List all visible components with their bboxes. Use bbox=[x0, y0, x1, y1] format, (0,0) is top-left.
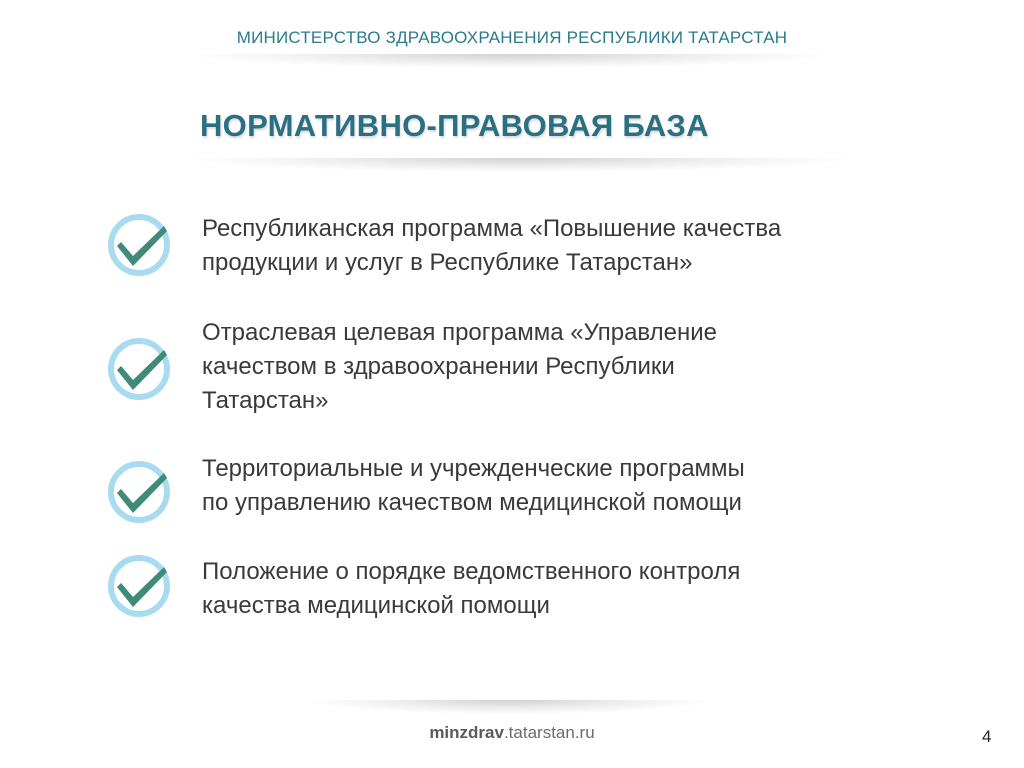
list-item: Отраслевая целевая программа «Управление качеством в здравоохранении Республики Татарстан» bbox=[202, 319, 717, 414]
header-divider bbox=[190, 54, 830, 68]
list-item: Территориальные и учрежденческие программы по управлению качеством медицинской помощи bbox=[202, 455, 745, 516]
footer-divider bbox=[310, 700, 710, 714]
check-circle-icon bbox=[106, 553, 172, 619]
slide-title: НОРМАТИВНО-ПРАВОВАЯ БАЗА bbox=[200, 108, 709, 143]
ministry-header: МИНИСТЕРСТВО ЗДРАВООХРАНЕНИЯ РЕСПУБЛИКИ ТАТАРСТАН bbox=[236, 28, 788, 47]
site-url[interactable] bbox=[0, 723, 1024, 743]
site-url-suffix: .tatarstan.ru bbox=[503, 723, 595, 742]
title-divider bbox=[190, 158, 850, 172]
list-item: Республиканская программа «Повышение качества продукции и услуг в Республике Татарстан» bbox=[202, 215, 782, 276]
site-url-domain: minzdrav bbox=[429, 723, 504, 742]
check-circle-icon bbox=[106, 459, 172, 525]
check-circle-icon bbox=[106, 336, 172, 402]
page-number: 4 bbox=[982, 727, 992, 746]
check-circle-icon bbox=[106, 212, 172, 278]
list-item: Положение о порядке ведомственного контроля качества медицинской помощи bbox=[202, 558, 741, 619]
